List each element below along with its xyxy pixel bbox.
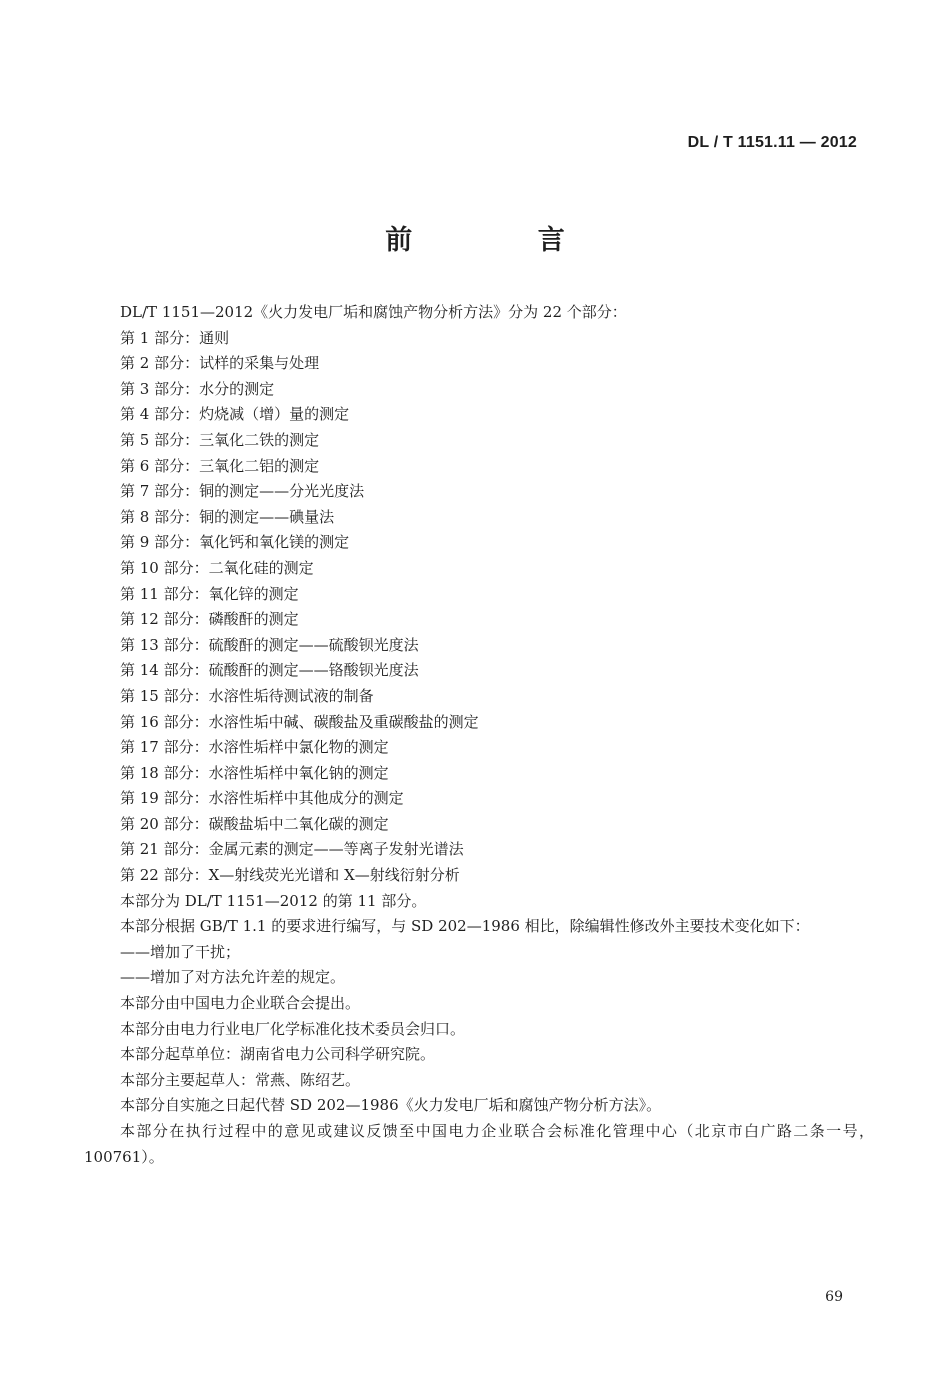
paragraph: 本部分主要起草人：常燕、陈绍艺。	[120, 1070, 361, 1089]
paragraph: 第 11 部分：氧化锌的测定	[120, 584, 299, 603]
paragraph: 第 20 部分：碳酸盐垢中二氧化碳的测定	[120, 814, 389, 833]
paragraph: 第 4 部分：灼烧减（增）量的测定	[120, 405, 350, 424]
paragraph: 第 10 部分：二氧化硅的测定	[120, 558, 314, 577]
page-number: 69	[825, 1289, 843, 1305]
paragraph: 第 18 部分：水溶性垢样中氧化钠的测定	[120, 763, 389, 782]
paragraph: 第 5 部分：三氧化二铁的测定	[120, 430, 320, 449]
paragraph: 第 19 部分：水溶性垢样中其他成分的测定	[120, 789, 404, 808]
paragraph: 本部分由中国电力企业联合会提出。	[120, 994, 361, 1013]
paragraph: 第 6 部分：三氧化二铝的测定	[120, 456, 320, 475]
paragraph: 本部分由电力行业电厂化学标准化技术委员会归口。	[120, 1019, 466, 1038]
paragraph: 第 22 部分：X—射线荧光光谱和 X—射线衍射分析	[120, 866, 460, 885]
paragraph: ——增加了对方法允许差的规定。	[120, 968, 346, 987]
paragraph: 第 17 部分：水溶性垢样中氯化物的测定	[120, 738, 389, 757]
paragraph: 第 21 部分：金属元素的测定——等离子发射光谱法	[120, 840, 464, 859]
paragraph: 本部分起草单位：湖南省电力公司科学研究院。	[120, 1045, 436, 1064]
paragraph: 第 8 部分：铜的测定——碘量法	[120, 507, 335, 526]
paragraph: 第 12 部分：磷酸酐的测定	[120, 610, 299, 629]
paragraph: 第 3 部分：水分的测定	[120, 379, 275, 398]
paragraph: 第 7 部分：铜的测定——分光光度法	[120, 482, 365, 501]
page-title: 前 言	[385, 225, 623, 256]
standard-code: DL / T 1151.11 — 2012	[687, 134, 857, 151]
paragraph: 第 14 部分：硫酸酐的测定——铬酸钡光度法	[120, 661, 419, 680]
paragraph: DL/T 1151—2012《火力发电厂垢和腐蚀产物分析方法》分为 22 个部分：	[120, 303, 627, 321]
paragraph: 本部分在执行过程中的意见或建议反馈至中国电力企业联合会标准化管理中心（北京市白广路二条一号，100761）。	[84, 1122, 874, 1166]
paragraph: 第 9 部分：氧化钙和氧化镁的测定	[120, 533, 350, 552]
paragraph: 第 15 部分：水溶性垢待测试液的制备	[120, 686, 374, 705]
paragraph: 第 2 部分：试样的采集与处理	[120, 354, 320, 373]
foreword-body	[84, 300, 874, 1170]
paragraph: 本部分根据 GB/T 1.1 的要求进行编写，与 SD 202—1986 相比，除编辑性修改外主要技术变化如下：	[120, 917, 810, 936]
paragraph: 本部分自实施之日起代替 SD 202—1986《火力发电厂垢和腐蚀产物分析方法》。	[120, 1096, 662, 1115]
paragraph: 本部分为 DL/T 1151—2012 的第 11 部分。	[120, 891, 427, 910]
paragraph: 第 1 部分：通则	[120, 328, 230, 347]
paragraph: ——增加了干扰；	[120, 942, 241, 961]
paragraph: 第 13 部分：硫酸酐的测定——硫酸钡光度法	[120, 635, 419, 654]
paragraph: 第 16 部分：水溶性垢中碱、碳酸盐及重碳酸盐的测定	[120, 712, 479, 731]
